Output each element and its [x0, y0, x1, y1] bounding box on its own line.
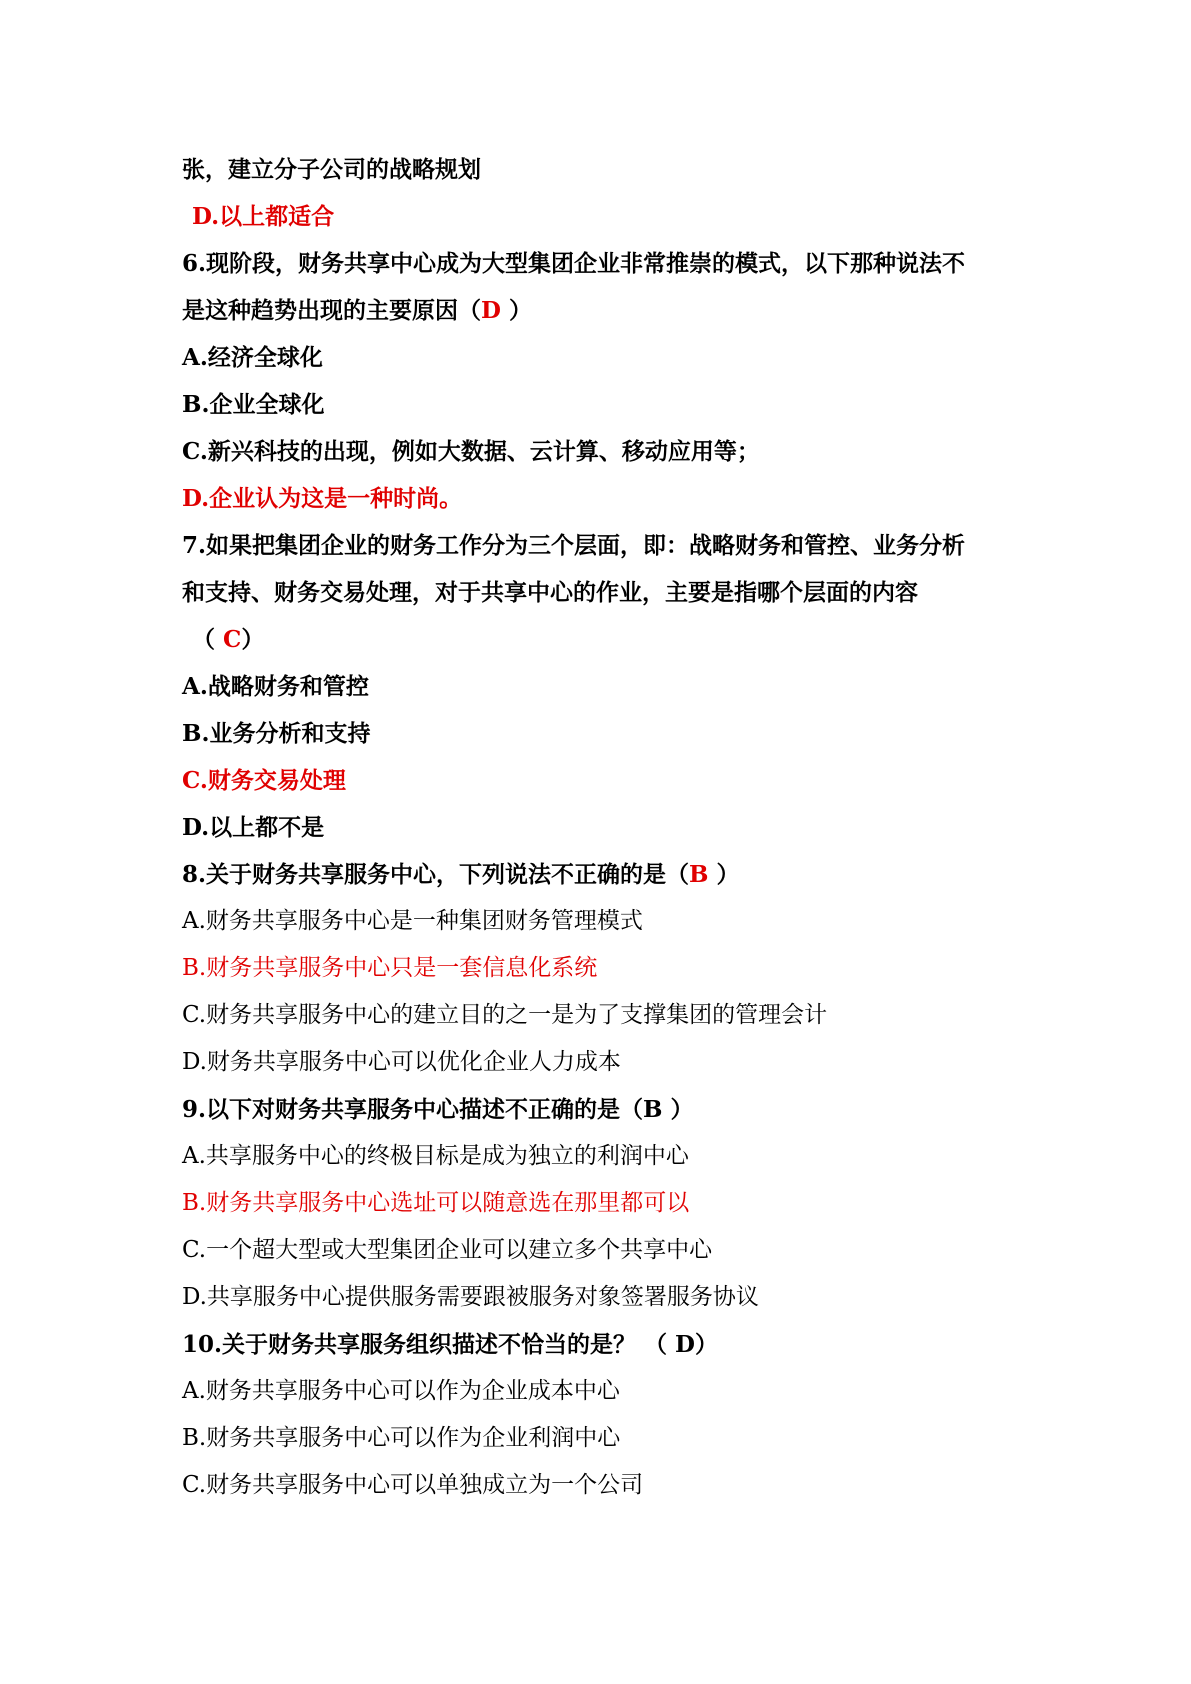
option-line: B.业务分析和支持	[182, 720, 371, 747]
question-10-line: 10.关于财务共享服务组织描述不恰当的是？ （ D）	[182, 1331, 718, 1358]
question-text: ）	[241, 626, 265, 653]
option-line: A.战略财务和管控	[182, 673, 369, 700]
option-line: B.企业全球化	[182, 391, 325, 418]
text-line: 张，建立分子公司的战略规划	[182, 156, 481, 183]
answer-marker: D	[481, 297, 501, 324]
question-6-line-1: 6.现阶段，财务共享中心成为大型集团企业非常推崇的模式，以下那种说法不	[182, 250, 966, 277]
question-text: 8.关于财务共享服务中心，下列说法不正确的是（	[182, 861, 690, 888]
answer-option-line: D.以上都适合	[192, 203, 335, 230]
option-line: C.一个超大型或大型集团企业可以建立多个共享中心	[182, 1237, 713, 1263]
question-9-line: 9.以下对财务共享服务中心描述不正确的是（B ）	[182, 1096, 694, 1123]
option-line: C.新兴科技的出现，例如大数据、云计算、移动应用等；	[182, 438, 760, 465]
question-text: （	[192, 626, 224, 653]
option-line: D.财务共享服务中心可以优化企业人力成本	[182, 1049, 621, 1075]
option-line: D.共享服务中心提供服务需要跟被服务对象签署服务协议	[182, 1284, 759, 1310]
question-7-line-1: 7.如果把集团企业的财务工作分为三个层面，即：战略财务和管控、业务分析	[182, 532, 966, 559]
question-6-line-2	[182, 287, 1022, 334]
answer-marker: C	[223, 626, 242, 653]
answer-option-line: B.财务共享服务中心选址可以随意选在那里都可以	[182, 1190, 690, 1216]
option-line: C.财务共享服务中心的建立目的之一是为了支撑集团的管理会计	[182, 1002, 828, 1028]
question-7-line-2: 和支持、财务交易处理，对于共享中心的作业，主要是指哪个层面的内容	[182, 579, 918, 606]
answer-option-line: B.财务共享服务中心只是一套信息化系统	[182, 955, 598, 981]
option-line: C.财务共享服务中心可以单独成立为一个公司	[182, 1472, 644, 1498]
option-line: B.财务共享服务中心可以作为企业利润中心	[182, 1425, 621, 1451]
option-line: A.财务共享服务中心可以作为企业成本中心	[182, 1378, 620, 1404]
answer-option-line: D.企业认为这是一种时尚。	[182, 485, 463, 512]
question-text: ）	[500, 297, 532, 324]
answer-marker: B	[689, 861, 709, 888]
option-line: A.共享服务中心的终极目标是成为独立的利润中心	[182, 1143, 689, 1169]
question-text: 是这种趋势出现的主要原因（	[182, 297, 481, 324]
question-7-line-3	[182, 616, 1022, 663]
question-text: ）	[708, 861, 740, 888]
option-line: A.财务共享服务中心是一种集团财务管理模式	[182, 908, 643, 934]
option-line: A.经济全球化	[182, 344, 323, 371]
question-8-line	[182, 851, 1022, 898]
document-body	[182, 146, 1022, 1509]
option-line: D.以上都不是	[182, 814, 325, 841]
answer-option-line: C.财务交易处理	[182, 767, 346, 794]
